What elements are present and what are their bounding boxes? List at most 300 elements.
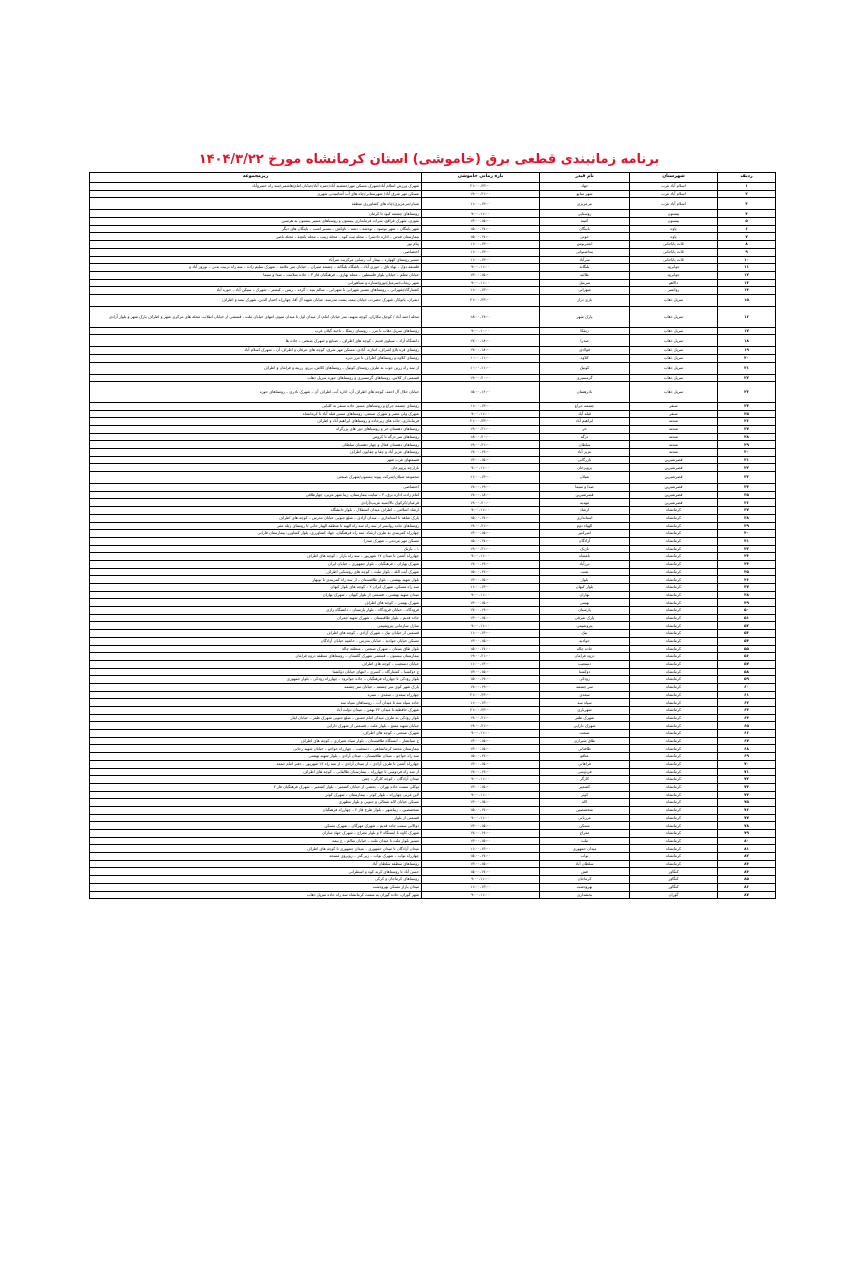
cell-description: روستاهای سر دزگه تا کروس bbox=[90, 433, 422, 441]
cell-description: خیابان دستغیب – کوچه های اطراف bbox=[90, 660, 422, 668]
cell-feeder: معراج bbox=[540, 830, 630, 838]
cell-feeder: شهرک دارایی bbox=[540, 722, 630, 730]
table-row bbox=[90, 799, 776, 807]
cell-row-number: ۵۵ bbox=[718, 645, 776, 653]
cell-time-range: ۱۳:۰۰-۱۵:۰۰ bbox=[422, 599, 540, 607]
cell-feeder: قبله آباد bbox=[540, 410, 630, 418]
cell-description: ذوالانی سمت جاده قدیم – شهرک مهرگان – شهرک مسکن bbox=[90, 822, 422, 830]
cell-feeder: کلاوه bbox=[540, 354, 630, 362]
cell-row-number: ۸۲ bbox=[718, 853, 776, 861]
table-row bbox=[90, 335, 776, 347]
table-row bbox=[90, 722, 776, 730]
cell-time-range: ۹:۰۰-۱۱:۰۰ bbox=[422, 891, 540, 899]
cell-time-range: ۱۹:۰۰-۲۰:۰۰ bbox=[422, 374, 540, 382]
cell-row-number: ۶۳ bbox=[718, 707, 776, 715]
cell-feeder: قصرشیرین bbox=[540, 491, 630, 499]
cell-time-range: ۱۳:۰۰-۱۵:۰۰ bbox=[422, 799, 540, 807]
table-row bbox=[90, 622, 776, 630]
header-feeder: نام فیدر bbox=[540, 173, 630, 183]
cell-feeder: صدا و سیما bbox=[540, 484, 630, 492]
cell-time-range: ۱۱:۰۰-۱۳:۰۰ bbox=[422, 472, 540, 484]
cell-row-number: ۳۵ bbox=[718, 491, 776, 499]
cell-row-number: ۷۱ bbox=[718, 768, 776, 776]
cell-time-range: ۱۹:۰۰-۲۱:۰۰ bbox=[422, 545, 540, 553]
cell-row-number: ۶۶ bbox=[718, 730, 776, 738]
cell-row-number: ۳۷ bbox=[718, 507, 776, 515]
cell-description: روستاهای چشمه کبود تا کرمان bbox=[90, 210, 422, 218]
cell-city: کرمانشاه bbox=[630, 683, 718, 691]
cell-description: روستای قره بلاغ اشراف، اندازه، آبادی، مسکن مهر شرق، کوچه های عرفان و اطراف آن – شهرک اسلام آباد bbox=[90, 347, 422, 355]
cell-description: منازل سازمانی پتروشیمی bbox=[90, 622, 422, 630]
cell-row-number: ۳۱ bbox=[718, 456, 776, 464]
cell-description: شهرک حافظیه تا میدان ۲۲ بهمن – میدان دولت آباد bbox=[90, 707, 422, 715]
cell-row-number: ۸۰ bbox=[718, 837, 776, 845]
cell-description: حسن آباد تا روستاهای کرند کوه و اسطرانی bbox=[90, 868, 422, 876]
cell-row-number: ۵۹ bbox=[718, 676, 776, 684]
cell-row-number: ۶۸ bbox=[718, 745, 776, 753]
cell-city: کرمانشاه bbox=[630, 745, 718, 753]
cell-feeder: بهمنی bbox=[540, 599, 630, 607]
cell-time-range: ۱۳:۰۰-۱۵:۰۰ bbox=[422, 614, 540, 622]
cell-row-number: ۳۳ bbox=[718, 472, 776, 484]
cell-feeder: شهریاری bbox=[540, 707, 630, 715]
cell-feeder: فولادی bbox=[540, 347, 630, 355]
table-row bbox=[90, 791, 776, 799]
cell-description: توکلی سمت جاده تهران – بخشی از خیابان کشمیر – بلوار کشمیر – شهرک فرهنگیان فاز ۲ bbox=[90, 783, 422, 791]
table-row bbox=[90, 860, 776, 868]
table-row bbox=[90, 837, 776, 845]
cell-description: خیابان معلم – خیابان بلوار فلسطین – محله بهاری – فرهنگیان فاز ۳ – جاده سلامت – صدا و سیما bbox=[90, 271, 422, 279]
cell-feeder: لاله bbox=[540, 799, 630, 807]
cell-city: کرمانشاه bbox=[630, 560, 718, 568]
cell-feeder: مرعزیزی bbox=[540, 198, 630, 210]
cell-time-range: ۱۷:۰۰-۱۸:۰۰ bbox=[422, 347, 540, 355]
table-row bbox=[90, 737, 776, 745]
cell-city: کرمانشاه bbox=[630, 614, 718, 622]
cell-city: کرمانشاه bbox=[630, 822, 718, 830]
cell-time-range: ۱۳:۰۰-۱۵:۰۰ bbox=[422, 760, 540, 768]
cell-feeder: شهرانی bbox=[540, 287, 630, 295]
cell-row-number: ۴ bbox=[718, 210, 776, 218]
cell-city: سرپل ذهاب bbox=[630, 294, 718, 306]
cell-description: پارک شهر کوی سر چشمه – خیابان سر چشمه bbox=[90, 683, 422, 691]
cell-feeder: طالبه bbox=[540, 271, 630, 279]
cell-city: کرمانشاه bbox=[630, 722, 718, 730]
cell-description: بلوار رودکی به طرف میدان امام حسین – ضلع جنوبی شهرک ظفر – خیابان ایثار bbox=[90, 714, 422, 722]
cell-feeder: سلطان bbox=[540, 441, 630, 449]
cell-time-range: ۱۸:۰۰-۱۹:۰۰ bbox=[422, 306, 540, 327]
cell-description: اختصاصی bbox=[90, 484, 422, 492]
cell-description: ج دوکشنا – کشتارگاه – کسری – انتهای خیابان دوکشنا bbox=[90, 668, 422, 676]
cell-row-number: ۸۱ bbox=[718, 845, 776, 853]
cell-city: جوانرود bbox=[630, 271, 718, 279]
cell-description: متخصصین – زیباشهر – بلوار طرح فاز ۲ – چهارراه فرهنگیان bbox=[90, 806, 422, 814]
cell-time-range: ۱۷:۰۰-۱۹:۰۰ bbox=[422, 830, 540, 838]
cell-description: شیان/مرعزیزی/چاه های کشاورزی منطقه bbox=[90, 198, 422, 210]
cell-feeder: امیرکبیر bbox=[540, 530, 630, 538]
cell-time-range: ۱۹:۰۰-۲۱:۰۰ bbox=[422, 722, 540, 730]
cell-time-range: ۲۱:۰۰-۲۳:۰۰ bbox=[422, 691, 540, 699]
cell-feeder: کرماجان bbox=[540, 876, 630, 884]
table-row bbox=[90, 347, 776, 355]
cell-row-number: ۶۵ bbox=[718, 722, 776, 730]
cell-city: کرمانشاه bbox=[630, 699, 718, 707]
table-row bbox=[90, 683, 776, 691]
cell-row-number: ۸ bbox=[718, 241, 776, 249]
cell-feeder: پارک شهر bbox=[540, 306, 630, 327]
cell-feeder: آزادگان bbox=[540, 537, 630, 545]
cell-time-range: ۹:۰۰-۱۱:۰۰ bbox=[422, 264, 540, 272]
cell-description: چهارراه آشتی تا طرف آزادی – از میدان آزادی – از سه راه ۱۷ شهریور – دفتر امام جمعه bbox=[90, 760, 422, 768]
cell-city: کرمانشاه bbox=[630, 791, 718, 799]
cell-row-number: ۳۲ bbox=[718, 464, 776, 472]
cell-feeder: پارسیان bbox=[540, 607, 630, 615]
cell-row-number: ۵۰ bbox=[718, 607, 776, 615]
cell-time-range: ۱۵:۰۰-۱۷:۰۰ bbox=[422, 568, 540, 576]
cell-feeder: کوتیک bbox=[540, 362, 630, 374]
cell-time-range: ۹:۰۰-۱۱:۰۰ bbox=[422, 410, 540, 418]
cell-city: کرمانشاه bbox=[630, 576, 718, 584]
cell-row-number: ۷۷ bbox=[718, 814, 776, 822]
cell-description: میدان آزادگان – کوچه کارگر – چمن bbox=[90, 776, 422, 784]
cell-city: کرمانشاه bbox=[630, 845, 718, 853]
cell-row-number: ۶۹ bbox=[718, 753, 776, 761]
cell-time-range: ۱۳:۰۰-۱۵:۰۰ bbox=[422, 737, 540, 745]
table-row bbox=[90, 233, 776, 241]
cell-row-number: ۷۶ bbox=[718, 806, 776, 814]
cell-time-range: ۱۷:۰۰-۱۹:۰۰ bbox=[422, 560, 540, 568]
table-row bbox=[90, 425, 776, 433]
cell-time-range: ۹:۰۰-۱۱:۰۰ bbox=[422, 791, 540, 799]
table-row bbox=[90, 653, 776, 661]
cell-time-range: ۱۷:۰۰-۱۸:۰۰ bbox=[422, 491, 540, 499]
cell-city: کرمانشاه bbox=[630, 584, 718, 592]
table-row bbox=[90, 537, 776, 545]
cell-city: صحنه bbox=[630, 449, 718, 457]
cell-description: دیفران، پاتوکار، شهرک حضرت، خیابان بیمه، پشت مدرسه، خیابان شهید آل آقا، چهارراه اختیار الدین، شهرک نیمه و اطراف bbox=[90, 294, 422, 306]
cell-city: کرمانشاه bbox=[630, 830, 718, 838]
cell-city: کرمانشاه bbox=[630, 691, 718, 699]
cell-row-number: ۱۶ bbox=[718, 306, 776, 327]
cell-row-number: ۳۶ bbox=[718, 499, 776, 507]
cell-city: سنقر bbox=[630, 402, 718, 410]
table-row bbox=[90, 306, 776, 327]
cell-description: روستای چشمه جراغ و روستاهای مسیر جاده سنقر به کلیایی bbox=[90, 402, 422, 410]
cell-row-number: ۳۰ bbox=[718, 449, 776, 457]
cell-row-number: ۳۴ bbox=[718, 484, 776, 492]
cell-time-range: ۱۹:۰۰-۲۱:۰۰ bbox=[422, 522, 540, 530]
table-row bbox=[90, 699, 776, 707]
cell-description: ج سیابشار – ایستگاه طاقبستان – بلوار سیاه شیرازی – کوچه های اطراف bbox=[90, 737, 422, 745]
cell-description: پیام نور bbox=[90, 241, 422, 249]
cell-row-number: ۸۵ bbox=[718, 876, 776, 884]
cell-feeder: نادرهمتان bbox=[540, 382, 630, 403]
table-row bbox=[90, 279, 776, 287]
cell-city: روانسر bbox=[630, 287, 718, 295]
cell-feeder: بخشداری bbox=[540, 891, 630, 899]
cell-city: گوران bbox=[630, 891, 718, 899]
table-row bbox=[90, 294, 776, 306]
cell-time-range: ۱۹:۰۰-۲۱:۰۰ bbox=[422, 190, 540, 198]
cell-description: مسکن خیابان لاله شمالی و جنوبی و بلوار مطهری bbox=[90, 799, 422, 807]
cell-feeder: شهرک ظفر bbox=[540, 714, 630, 722]
table-row bbox=[90, 183, 776, 191]
table-row bbox=[90, 730, 776, 738]
cell-row-number: ۹ bbox=[718, 248, 776, 256]
table-row bbox=[90, 691, 776, 699]
cell-city: پاوه bbox=[630, 233, 718, 241]
cell-description: قسمتهای غرب شهر bbox=[90, 456, 422, 464]
cell-city: کرمانشاه bbox=[630, 814, 718, 822]
table-row bbox=[90, 707, 776, 715]
cell-row-number: ۷۳ bbox=[718, 783, 776, 791]
table-row bbox=[90, 374, 776, 382]
cell-feeder: صنعت bbox=[540, 730, 630, 738]
table-row bbox=[90, 868, 776, 876]
cell-feeder: انجیرنوس bbox=[540, 241, 630, 249]
cell-city: کرمانشاه bbox=[630, 537, 718, 545]
cell-city: بیستون bbox=[630, 210, 718, 218]
cell-city: کرمانشاه bbox=[630, 630, 718, 638]
cell-description: فرمانداری، جاده های زیرجاده و روستاهای ابراهیم آباد و اطراف bbox=[90, 418, 422, 426]
cell-city: ثلاث باباجانی bbox=[630, 241, 718, 249]
cell-city: کرمانشاه bbox=[630, 853, 718, 861]
table-row bbox=[90, 522, 776, 530]
cell-time-range: ۱۷:۰۰-۱۹:۰۰ bbox=[422, 768, 540, 776]
cell-description: شهر باینگان – شهر نوسود – نودشه – دشه – ناوکش – مسیر اسب – باینگان های دیگر bbox=[90, 225, 422, 233]
cell-feeder: استانداری bbox=[540, 514, 630, 522]
cell-city: سرپل ذهاب bbox=[630, 347, 718, 355]
table-row bbox=[90, 287, 776, 295]
cell-city: صحنه bbox=[630, 418, 718, 426]
cell-row-number: ۱۰ bbox=[718, 256, 776, 264]
table-row bbox=[90, 806, 776, 814]
cell-description: روستاهای دهستان فعال و چهار دهستان سلطان bbox=[90, 441, 422, 449]
cell-time-range: ۱۳:۰۰-۱۵:۰۰ bbox=[422, 637, 540, 645]
cell-feeder: عتاقو bbox=[540, 753, 630, 761]
cell-city: کرمانشاه bbox=[630, 522, 718, 530]
table-row bbox=[90, 660, 776, 668]
cell-time-range: ۱۷:۰۰-۱۸:۰۰ bbox=[422, 335, 540, 347]
cell-time-range: ۹:۰۰-۱۱:۰۰ bbox=[422, 279, 540, 287]
cell-description: روستای کلاوه و روستاهای اطراف تا مرز دیره bbox=[90, 354, 422, 362]
cell-city: کنگاور bbox=[630, 876, 718, 884]
table-row bbox=[90, 484, 776, 492]
cell-feeder: شهر منابع bbox=[540, 190, 630, 198]
cell-time-range: ۱۱:۰۰-۱۳:۰۰ bbox=[422, 402, 540, 410]
cell-row-number: ۷۸ bbox=[718, 822, 776, 830]
cell-time-range: ۹:۰۰-۱۱:۰۰ bbox=[422, 730, 540, 738]
cell-feeder: ارشاد bbox=[540, 507, 630, 515]
table-row bbox=[90, 449, 776, 457]
table-row bbox=[90, 382, 776, 403]
table-row bbox=[90, 456, 776, 464]
cell-feeder: ابراهیم آباد bbox=[540, 418, 630, 426]
table-row bbox=[90, 607, 776, 615]
cell-feeder: دزگه bbox=[540, 433, 630, 441]
cell-feeder: بلنگانه bbox=[540, 264, 630, 272]
cell-feeder: جوادیه bbox=[540, 637, 630, 645]
cell-time-range: ۹:۰۰-۱۱:۰۰ bbox=[422, 507, 540, 515]
cell-description: بیمارستان بیستون – قسمتی شهرک گلستان – روستاهای منطقه دروه فرامان bbox=[90, 653, 422, 661]
cell-time-range: ۱۵:۰۰-۱۷:۰۰ bbox=[422, 806, 540, 814]
cell-row-number: ۲۴ bbox=[718, 402, 776, 410]
cell-row-number: ۳ bbox=[718, 198, 776, 210]
cell-feeder: طاقبانی bbox=[540, 745, 630, 753]
cell-city: جوانرود bbox=[630, 264, 718, 272]
cell-description: ارشاد اسلامی – اطراف میدان استقلال – بلوار دانشگاه bbox=[90, 507, 422, 515]
cell-description: روستاهای جاده روانسر از سه راه سه راه الهیه تا منطقه الهیار خانی تا روستای زبله عمر bbox=[90, 522, 422, 530]
table-row bbox=[90, 853, 776, 861]
cell-time-range: ۱۵:۰۰-۱۷:۰۰ bbox=[422, 233, 540, 241]
cell-description: از سه راه فردوسی تا چهارراه – بیمارستان طالقانی – کوچه های اطراف bbox=[90, 768, 422, 776]
cell-feeder: پرویزخان bbox=[540, 464, 630, 472]
cell-time-range: ۱۱:۰۰-۱۳:۰۰ bbox=[422, 198, 540, 210]
cell-feeder: بلوار bbox=[540, 576, 630, 584]
cell-time-range: ۱۱:۰۰-۱۳:۰۰ bbox=[422, 630, 540, 638]
cell-description: کشتارگاه/شهرانی – روستاهای مسیر شهرانی تا شهرانی – سالم بنیه – گرده – ریس – کیستر – شهرک – سیکن آباد – حوزه آباد bbox=[90, 287, 422, 295]
table-row bbox=[90, 327, 776, 335]
table-row bbox=[90, 668, 776, 676]
cell-city: کرمانشاه bbox=[630, 737, 718, 745]
table-header-row bbox=[90, 173, 776, 183]
cell-time-range: ۱۷:۰۰-۱۹:۰۰ bbox=[422, 484, 540, 492]
table-row bbox=[90, 614, 776, 622]
cell-row-number: ۶۷ bbox=[718, 737, 776, 745]
cell-description: چهارراه سعدی – سعدی – سبزه bbox=[90, 691, 422, 699]
cell-row-number: ۸۳ bbox=[718, 860, 776, 868]
cell-city: قصرشیرین bbox=[630, 472, 718, 484]
table-row bbox=[90, 264, 776, 272]
cell-city: صحنه bbox=[630, 441, 718, 449]
header-time: بازه زمانی خاموشی bbox=[422, 173, 540, 183]
table-row bbox=[90, 576, 776, 584]
cell-city: کرمانشاه bbox=[630, 530, 718, 538]
cell-feeder: رودکی bbox=[540, 676, 630, 684]
table-row bbox=[90, 753, 776, 761]
cell-city: کنگاور bbox=[630, 868, 718, 876]
table-row bbox=[90, 560, 776, 568]
cell-description: میدان شهید بهشتی – قسمتی از بلوار کیهان – شهرک بهاران bbox=[90, 591, 422, 599]
cell-feeder: طاق شیرازی bbox=[540, 737, 630, 745]
cell-city: اسلام آباد غرب bbox=[630, 198, 718, 210]
cell-city: سرپل ذهاب bbox=[630, 306, 718, 327]
cell-time-range: ۱۹:۰۰-۲۰:۰۰ bbox=[422, 499, 540, 507]
cell-time-range: ۱۵:۰۰-۱۶:۰۰ bbox=[422, 382, 540, 403]
cell-time-range: ۱۳:۰۰-۱۵:۰۰ bbox=[422, 837, 540, 845]
cell-feeder: خر bbox=[540, 425, 630, 433]
cell-feeder: فردوسی bbox=[540, 768, 630, 776]
table-row bbox=[90, 776, 776, 784]
cell-time-range: ۹:۰۰-۱۱:۰۰ bbox=[422, 622, 540, 630]
table-row bbox=[90, 248, 776, 256]
cell-feeder: متخصصین bbox=[540, 806, 630, 814]
cell-time-range: ۱۳:۰۰-۱۵:۰۰ bbox=[422, 530, 540, 538]
cell-description: قسمتی از بلوار bbox=[90, 814, 422, 822]
cell-description: مسکن خیابان جوادیه – خیابان مدرس – حاشیه خیابان آزادگان bbox=[90, 637, 422, 645]
cell-description: امام زاده، اداره برق، ۳ – سایت بیمارستان، زیبا شهر غربی، چهارطاقی bbox=[90, 491, 422, 499]
cell-row-number: ۷۲ bbox=[718, 776, 776, 784]
cell-city: سرپل ذهاب bbox=[630, 335, 718, 347]
cell-description: نقوزی، شهرک قراقچ، سرات فرمانداری بیستون و روستاهای مسیر بیستون به هرسین bbox=[90, 218, 422, 226]
cell-feeder: بنداشتوانی bbox=[540, 248, 630, 256]
cell-row-number: ۴۴ bbox=[718, 560, 776, 568]
cell-row-number: ۲۱ bbox=[718, 362, 776, 374]
cell-city: دالاهو bbox=[630, 279, 718, 287]
cell-row-number: ۵۸ bbox=[718, 668, 776, 676]
table-row bbox=[90, 499, 776, 507]
cell-time-range: ۱۸:۰۰-۲۰:۰۰ bbox=[422, 433, 540, 441]
cell-time-range: ۱۵:۰۰-۱۷:۰۰ bbox=[422, 537, 540, 545]
cell-feeder: سلطان آباد bbox=[540, 860, 630, 868]
cell-description: بلوار شهید بهشتی – بلوار طاقبستان – از سه راه کمربندی تا نوبهار bbox=[90, 576, 422, 584]
cell-description: شهرک ولی عصر و شهرک صنعتی، روستاهای مسیر قبله آباد تا کرمانشاه bbox=[90, 410, 422, 418]
table-row bbox=[90, 676, 776, 684]
table-row bbox=[90, 472, 776, 484]
cell-city: کرمانشاه bbox=[630, 568, 718, 576]
cell-time-range: ۱۳:۰۰-۱۵:۰۰ bbox=[422, 860, 540, 868]
cell-row-number: ۴۰ bbox=[718, 530, 776, 538]
cell-city: اسلام آباد غرب bbox=[630, 190, 718, 198]
table-row bbox=[90, 637, 776, 645]
cell-feeder: سرآباد bbox=[540, 256, 630, 264]
cell-description: فرودگاه – خیابان فرودگاه – بلوار پارسیان – دانشگاه رازی bbox=[90, 607, 422, 615]
cell-description: خیابان شهید مفتح – بلوار ملت – قسمتی از شهرک دارایی bbox=[90, 722, 422, 730]
cell-time-range: ۱۱:۰۰-۱۳:۰۰ bbox=[422, 248, 540, 256]
cell-row-number: ۱۵ bbox=[718, 294, 776, 306]
cell-time-range: ۲۱:۰۰-۲۳:۰۰ bbox=[422, 183, 540, 191]
table-row bbox=[90, 514, 776, 522]
cell-city: کرمانشاه bbox=[630, 660, 718, 668]
table-row bbox=[90, 210, 776, 218]
cell-feeder: کوثر bbox=[540, 791, 630, 799]
cell-time-range: ۱۰:۰۰-۱۱:۰۰ bbox=[422, 362, 540, 374]
cell-row-number: ۴۲ bbox=[718, 545, 776, 553]
cell-city: کرمانشاه bbox=[630, 799, 718, 807]
cell-description: قرعیان/کرکوک بالا/سید غریب/آزادی bbox=[90, 499, 422, 507]
cell-feeder: سر چشمه bbox=[540, 683, 630, 691]
cell-city: کرمانشاه bbox=[630, 753, 718, 761]
cell-time-range: ۱۷:۰۰-۱۹:۰۰ bbox=[422, 449, 540, 457]
cell-row-number: ۱۲ bbox=[718, 271, 776, 279]
cell-description: چهارراه نواب – شهرک نواب – زیر گذر – روبروی مسجد bbox=[90, 853, 422, 861]
header-city: شهرستان bbox=[630, 173, 718, 183]
cell-time-range: ۱۱:۰۰-۱۳:۰۰ bbox=[422, 256, 540, 264]
cell-time-range: ۱۵:۰۰-۱۷:۰۰ bbox=[422, 514, 540, 522]
table-row bbox=[90, 256, 776, 264]
cell-city: کرمانشاه bbox=[630, 776, 718, 784]
table-row bbox=[90, 630, 776, 638]
table-row bbox=[90, 645, 776, 653]
table-row bbox=[90, 198, 776, 210]
cell-description: شهرک کاوه تا ایستگاه ۳ و بلوار معراج – شهرک جهاد سازان bbox=[90, 830, 422, 838]
cell-city: سرپل ذهاب bbox=[630, 382, 718, 403]
cell-row-number: ۴۵ bbox=[718, 568, 776, 576]
table-row bbox=[90, 591, 776, 599]
cell-row-number: ۲ bbox=[718, 190, 776, 198]
cell-description: روستاهای کرماجان و کرکی bbox=[90, 876, 422, 884]
cell-description: مسیر روستای کهواره – بیمار آب رسانی مرکزیت سرآباد bbox=[90, 256, 422, 264]
cell-description: پارک شاهد تا استانداری – میدان آزادی – ضلع جنوبی خیابان مدرس – کوچه های اطراف bbox=[90, 514, 422, 522]
cell-row-number: ۲۳ bbox=[718, 382, 776, 403]
cell-feeder: باغشاه bbox=[540, 553, 630, 561]
cell-city: کرمانشاه bbox=[630, 676, 718, 684]
cell-row-number: ۲۶ bbox=[718, 418, 776, 426]
cell-time-range: ۱۳:۰۰-۱۵:۰۰ bbox=[422, 456, 540, 464]
cell-feeder: بعثت bbox=[540, 568, 630, 576]
cell-row-number: ۶۲ bbox=[718, 699, 776, 707]
cell-feeder: شیلان bbox=[540, 472, 630, 484]
